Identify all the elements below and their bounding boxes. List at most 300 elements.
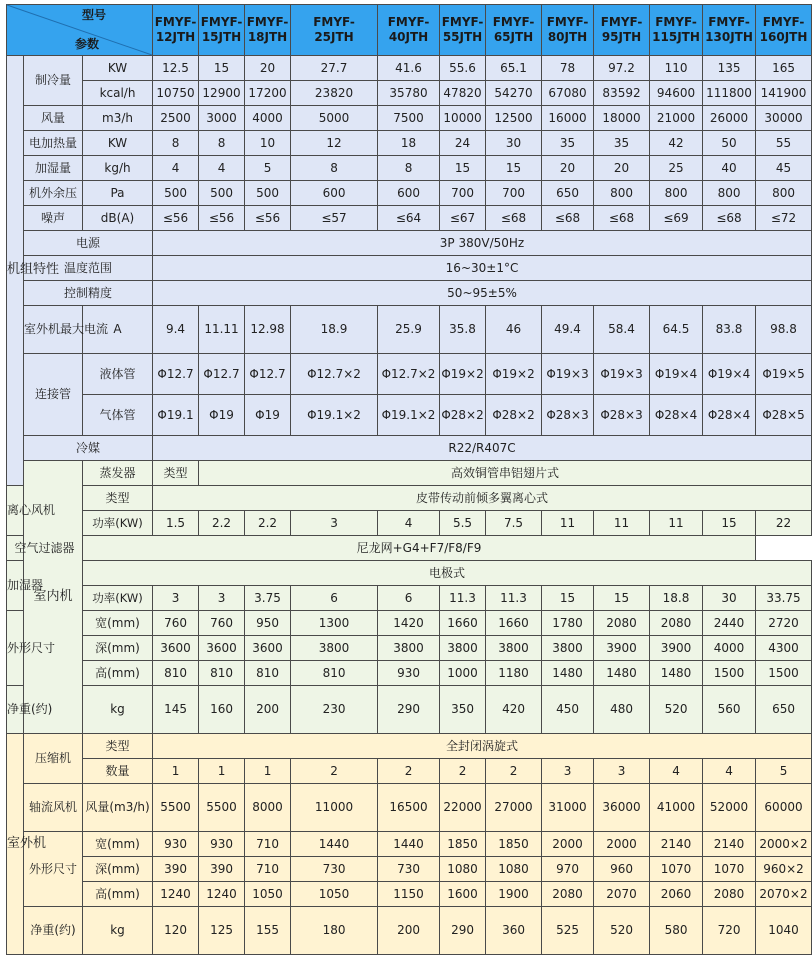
value-cell: 2080 [650, 611, 703, 636]
value-cell: 94600 [650, 81, 703, 106]
value-cell: 6 [378, 586, 440, 611]
value-cell: ≤68 [542, 206, 594, 231]
value-cell: ≤56 [153, 206, 199, 231]
span-value-cell: 尼龙网+G4+F7/F8/F9 [83, 536, 756, 561]
value-cell: 125 [199, 907, 245, 955]
value-cell: 8000 [245, 784, 291, 832]
value-cell: 15 [486, 156, 542, 181]
value-cell: ≤68 [594, 206, 650, 231]
model-name: FMYF- 65JTH [486, 5, 542, 56]
value-cell: 21000 [650, 106, 703, 131]
value-cell: ≤64 [378, 206, 440, 231]
pressure-row [7, 181, 812, 206]
model-name: FMYF- 12JTH [153, 5, 199, 56]
value-cell: 65.1 [486, 56, 542, 81]
value-cell: 2 [486, 759, 542, 784]
value-cell: 24 [440, 131, 486, 156]
outdoor-height-row [7, 882, 812, 907]
value-cell: 110 [650, 56, 703, 81]
value-cell: 160 [199, 686, 245, 734]
value-cell: ≤57 [291, 206, 378, 231]
value-cell: 11 [594, 511, 650, 536]
value-cell: 6 [291, 586, 378, 611]
value-cell: 35 [542, 131, 594, 156]
unit-label: dB(A) [83, 206, 153, 231]
model-name: FMYF- 80JTH [542, 5, 594, 56]
value-cell: 520 [594, 907, 650, 955]
humidifier-type-row [7, 561, 812, 586]
model-name: FMYF- 130JTH [703, 5, 756, 56]
value-cell: 2070 [594, 882, 650, 907]
value-cell: 11 [650, 511, 703, 536]
value-cell: 16500 [378, 784, 440, 832]
value-cell: 20 [594, 156, 650, 181]
value-cell: 18.9 [291, 306, 378, 354]
value-cell: 1850 [486, 832, 542, 857]
value-cell: 930 [153, 832, 199, 857]
value-cell: 15 [440, 156, 486, 181]
value-cell: 420 [486, 686, 542, 734]
value-cell: 40 [703, 156, 756, 181]
value-cell: 730 [291, 857, 378, 882]
row-label: 外形尺寸 [7, 611, 24, 686]
value-cell: 1480 [594, 661, 650, 686]
value-cell: 2000 [542, 832, 594, 857]
value-cell: 720 [703, 907, 756, 955]
value-cell: 2070×2 [756, 882, 812, 907]
value-cell: 165 [756, 56, 812, 81]
value-cell: 45 [756, 156, 812, 181]
unit-label: 类型 [83, 734, 153, 759]
axial-fan-row [7, 784, 812, 832]
value-cell: ≤68 [703, 206, 756, 231]
value-cell: 11000 [291, 784, 378, 832]
cooling-kcal-row [7, 81, 812, 106]
value-cell: Φ19.1×2 [378, 395, 440, 436]
value-cell: 1070 [650, 857, 703, 882]
value-cell: 5 [756, 759, 812, 784]
value-cell: Φ19×4 [703, 354, 756, 395]
fan-power-row [7, 511, 812, 536]
value-cell: 12 [291, 131, 378, 156]
temp-row [7, 256, 812, 281]
value-cell: 1070 [703, 857, 756, 882]
value-cell: 3800 [486, 636, 542, 661]
value-cell: 141900 [756, 81, 812, 106]
value-cell: 1660 [486, 611, 542, 636]
row-label: 净重(约) [24, 907, 83, 955]
fan-type-row [7, 486, 812, 511]
indoor-weight-row [7, 686, 812, 734]
value-cell: Φ12.7×2 [378, 354, 440, 395]
unit-label: 类型 [153, 461, 199, 486]
row-label: 外形尺寸 [24, 832, 83, 907]
unit-label: Pa [83, 181, 153, 206]
value-cell: 1480 [542, 661, 594, 686]
param-label: 参数 [75, 37, 100, 51]
compressor-type-row [7, 734, 812, 759]
value-cell: 950 [245, 611, 291, 636]
value-cell: 2080 [594, 611, 650, 636]
value-cell: 600 [291, 181, 378, 206]
value-cell: ≤69 [650, 206, 703, 231]
row-label: 轴流风机 [24, 784, 83, 832]
value-cell: 23820 [291, 81, 378, 106]
value-cell: 810 [291, 661, 378, 686]
model-label: 型号 [82, 8, 107, 22]
model-name: FMYF- 40JTH [378, 5, 440, 56]
value-cell: 2060 [650, 882, 703, 907]
value-cell: 1 [245, 759, 291, 784]
row-label: 制冷量 [24, 56, 83, 106]
value-cell: 120 [153, 907, 199, 955]
unit-label: kg [83, 686, 153, 734]
value-cell: 360 [486, 907, 542, 955]
value-cell: 3 [542, 759, 594, 784]
value-cell: 730 [378, 857, 440, 882]
indoor-height-row [7, 661, 812, 686]
humid-row [7, 156, 812, 181]
value-cell: 810 [245, 661, 291, 686]
unit-label: 数量 [83, 759, 153, 784]
value-cell: 1660 [440, 611, 486, 636]
unit-label: 宽(mm) [83, 611, 153, 636]
value-cell: 480 [594, 686, 650, 734]
value-cell: 15 [703, 511, 756, 536]
unit-label: 宽(mm) [83, 832, 153, 857]
noise-row [7, 206, 812, 231]
value-cell: Φ19 [199, 395, 245, 436]
value-cell: 3 [594, 759, 650, 784]
value-cell: 1050 [291, 882, 378, 907]
value-cell: 1080 [440, 857, 486, 882]
indoor-depth-row [7, 636, 812, 661]
value-cell: 7500 [378, 106, 440, 131]
current-row [7, 306, 812, 354]
value-cell: 3 [153, 586, 199, 611]
value-cell: Φ19×4 [650, 354, 703, 395]
value-cell: 27000 [486, 784, 542, 832]
value-cell: Φ19×2 [486, 354, 542, 395]
value-cell: 10750 [153, 81, 199, 106]
value-cell: 25 [650, 156, 703, 181]
value-cell: 1 [199, 759, 245, 784]
value-cell: 3900 [650, 636, 703, 661]
span-value-cell: 全封闭涡旋式 [153, 734, 812, 759]
value-cell: 650 [542, 181, 594, 206]
value-cell: 3800 [542, 636, 594, 661]
value-cell: 4 [703, 759, 756, 784]
value-cell: ≤67 [440, 206, 486, 231]
model-name: FMYF- 15JTH [199, 5, 245, 56]
value-cell: 25.9 [378, 306, 440, 354]
value-cell: 810 [153, 661, 199, 686]
value-cell: Φ12.7 [245, 354, 291, 395]
value-cell: 1850 [440, 832, 486, 857]
value-cell: 4000 [245, 106, 291, 131]
value-cell: Φ19×5 [756, 354, 812, 395]
value-cell: ≤72 [756, 206, 812, 231]
outdoor-weight-row [7, 907, 812, 955]
row-label: 风量 [24, 106, 83, 131]
value-cell: 30 [703, 586, 756, 611]
indoor-width-row [7, 611, 812, 636]
outdoor-width-row [7, 832, 812, 857]
airflow-row [7, 106, 812, 131]
value-cell: 22000 [440, 784, 486, 832]
value-cell: 8 [153, 131, 199, 156]
value-cell: 3000 [199, 106, 245, 131]
value-cell: 5.5 [440, 511, 486, 536]
value-cell: 52000 [703, 784, 756, 832]
value-cell: 64.5 [650, 306, 703, 354]
value-cell: 2140 [703, 832, 756, 857]
value-cell: 5500 [199, 784, 245, 832]
value-cell: 4000 [703, 636, 756, 661]
value-cell: 18 [378, 131, 440, 156]
value-cell: 350 [440, 686, 486, 734]
value-cell: Φ28×4 [703, 395, 756, 436]
value-cell: 1440 [378, 832, 440, 857]
row-label: 离心风机 [7, 486, 24, 536]
value-cell: 2 [378, 759, 440, 784]
value-cell: 35 [594, 131, 650, 156]
value-cell: 155 [245, 907, 291, 955]
unit-label: A [83, 306, 153, 354]
value-cell: 10000 [440, 106, 486, 131]
value-cell: Φ28×2 [486, 395, 542, 436]
value-cell: 580 [650, 907, 703, 955]
row-label: 室外机最大电流 [24, 306, 83, 354]
span-value-cell: 高效铜管串铝翅片式 [199, 461, 812, 486]
value-cell: 1 [153, 759, 199, 784]
value-cell: 78 [542, 56, 594, 81]
value-cell: Φ28×3 [594, 395, 650, 436]
value-cell: 46 [486, 306, 542, 354]
row-label: 加湿量 [24, 156, 83, 181]
liquid-pipe-row [7, 354, 812, 395]
value-cell: 1500 [756, 661, 812, 686]
row-label: 冷媒 [24, 436, 153, 461]
spec-table [6, 4, 812, 955]
value-cell: 2 [291, 759, 378, 784]
value-cell: 11.3 [486, 586, 542, 611]
value-cell: 810 [199, 661, 245, 686]
value-cell: 500 [245, 181, 291, 206]
value-cell: 15 [542, 586, 594, 611]
value-cell: 11.3 [440, 586, 486, 611]
model-name: FMYF- 160JTH [756, 5, 812, 56]
compressor-count-row [7, 759, 812, 784]
value-cell: 3800 [440, 636, 486, 661]
value-cell: 2140 [650, 832, 703, 857]
value-cell: 450 [542, 686, 594, 734]
value-cell: 31000 [542, 784, 594, 832]
unit-label: 高(mm) [83, 882, 153, 907]
value-cell: 9.4 [153, 306, 199, 354]
unit-label: 液体管 [83, 354, 153, 395]
unit-label: 功率(KW) [83, 511, 153, 536]
value-cell: 600 [378, 181, 440, 206]
value-cell: 650 [756, 686, 812, 734]
value-cell: 8 [199, 131, 245, 156]
span-value-cell: 皮带传动前倾多翼离心式 [153, 486, 812, 511]
value-cell: Φ12.7 [199, 354, 245, 395]
value-cell: 290 [440, 907, 486, 955]
value-cell: Φ28×4 [650, 395, 703, 436]
value-cell: 3.75 [245, 586, 291, 611]
row-label: 净重(约) [7, 686, 24, 734]
value-cell: 54270 [486, 81, 542, 106]
model-header-row [7, 5, 812, 56]
value-cell: 7.5 [486, 511, 542, 536]
value-cell: 67080 [542, 81, 594, 106]
value-cell: 1040 [756, 907, 812, 955]
value-cell: 26000 [703, 106, 756, 131]
section-label-outdoor: 室外机 [7, 734, 24, 955]
value-cell: Φ28×3 [542, 395, 594, 436]
refrigerant-row [7, 436, 812, 461]
value-cell: 3600 [153, 636, 199, 661]
row-label: 连接管 [24, 354, 83, 436]
span-value-cell: 3P 380V/50Hz [153, 231, 812, 256]
unit-label: 高(mm) [83, 661, 153, 686]
value-cell: 60000 [756, 784, 812, 832]
value-cell: 560 [703, 686, 756, 734]
value-cell: 35.8 [440, 306, 486, 354]
value-cell: 960 [594, 857, 650, 882]
value-cell: 800 [703, 181, 756, 206]
value-cell: 55 [756, 131, 812, 156]
value-cell: 33.75 [756, 586, 812, 611]
value-cell: 2500 [153, 106, 199, 131]
value-cell: 800 [756, 181, 812, 206]
model-name: FMYF- 115JTH [650, 5, 703, 56]
value-cell: 230 [291, 686, 378, 734]
row-label: 压缩机 [24, 734, 83, 784]
unit-label: kg/h [83, 156, 153, 181]
value-cell: Φ19.1×2 [291, 395, 378, 436]
header-corner [7, 5, 153, 56]
value-cell: 98.8 [756, 306, 812, 354]
value-cell: 2000 [594, 832, 650, 857]
model-name: FMYF- 25JTH [291, 5, 378, 56]
unit-label: 深(mm) [83, 857, 153, 882]
value-cell: 200 [378, 907, 440, 955]
value-cell: 970 [542, 857, 594, 882]
value-cell: 83.8 [703, 306, 756, 354]
cooling-kw-row [7, 56, 812, 81]
unit-label: kg [83, 907, 153, 955]
value-cell: 930 [378, 661, 440, 686]
value-cell: 2080 [703, 882, 756, 907]
model-name: FMYF- 55JTH [440, 5, 486, 56]
power-row [7, 231, 812, 256]
unit-label: 类型 [83, 486, 153, 511]
humidifier-power-row [7, 586, 812, 611]
value-cell: 83592 [594, 81, 650, 106]
value-cell: 1440 [291, 832, 378, 857]
value-cell: 12.5 [153, 56, 199, 81]
value-cell: 4 [153, 156, 199, 181]
value-cell: 22 [756, 511, 812, 536]
value-cell: 4 [378, 511, 440, 536]
value-cell: 18000 [594, 106, 650, 131]
span-value-cell: 16~30±1°C [153, 256, 812, 281]
value-cell: 1900 [486, 882, 542, 907]
value-cell: 1240 [153, 882, 199, 907]
row-label: 电加热量 [24, 131, 83, 156]
value-cell: Φ19.1 [153, 395, 199, 436]
value-cell: 58.4 [594, 306, 650, 354]
value-cell: 500 [153, 181, 199, 206]
value-cell: Φ19 [245, 395, 291, 436]
value-cell: 5 [245, 156, 291, 181]
value-cell: Φ28×5 [756, 395, 812, 436]
span-value-cell: 电极式 [83, 561, 812, 586]
value-cell: 1600 [440, 882, 486, 907]
section-label-indoor: 室内机 [24, 461, 83, 734]
row-label: 温度范围 [24, 256, 153, 281]
value-cell: 1780 [542, 611, 594, 636]
filter-row [7, 536, 812, 561]
model-name: FMYF- 95JTH [594, 5, 650, 56]
value-cell: 20 [245, 56, 291, 81]
value-cell: 12900 [199, 81, 245, 106]
unit-label: m3/h [83, 106, 153, 131]
value-cell: 42 [650, 131, 703, 156]
value-cell: 3600 [199, 636, 245, 661]
value-cell: 3800 [378, 636, 440, 661]
value-cell: 1240 [199, 882, 245, 907]
unit-label: 深(mm) [83, 636, 153, 661]
unit-label: 功率(KW) [83, 586, 153, 611]
value-cell: 500 [199, 181, 245, 206]
value-cell: Φ12.7×2 [291, 354, 378, 395]
value-cell: 41.6 [378, 56, 440, 81]
row-label: 控制精度 [24, 281, 153, 306]
value-cell: 960×2 [756, 857, 812, 882]
unit-label: 气体管 [83, 395, 153, 436]
value-cell: 200 [245, 686, 291, 734]
value-cell: 47820 [440, 81, 486, 106]
value-cell: 145 [153, 686, 199, 734]
value-cell: 5500 [153, 784, 199, 832]
value-cell: 710 [245, 857, 291, 882]
value-cell: 11 [542, 511, 594, 536]
accuracy-row [7, 281, 812, 306]
value-cell: 27.7 [291, 56, 378, 81]
value-cell: 2 [440, 759, 486, 784]
value-cell: 15 [199, 56, 245, 81]
value-cell: 20 [542, 156, 594, 181]
value-cell: Φ19×2 [440, 354, 486, 395]
value-cell: 8 [378, 156, 440, 181]
span-value-cell: 50~95±5% [153, 281, 812, 306]
value-cell: 5000 [291, 106, 378, 131]
unit-label: KW [83, 131, 153, 156]
row-label: 空气过滤器 [7, 536, 83, 561]
row-label: 电源 [24, 231, 153, 256]
value-cell: 800 [650, 181, 703, 206]
row-label: 蒸发器 [83, 461, 153, 486]
value-cell: 700 [486, 181, 542, 206]
value-cell: 520 [650, 686, 703, 734]
value-cell: 180 [291, 907, 378, 955]
value-cell: 36000 [594, 784, 650, 832]
value-cell: 1.5 [153, 511, 199, 536]
value-cell: 3900 [594, 636, 650, 661]
